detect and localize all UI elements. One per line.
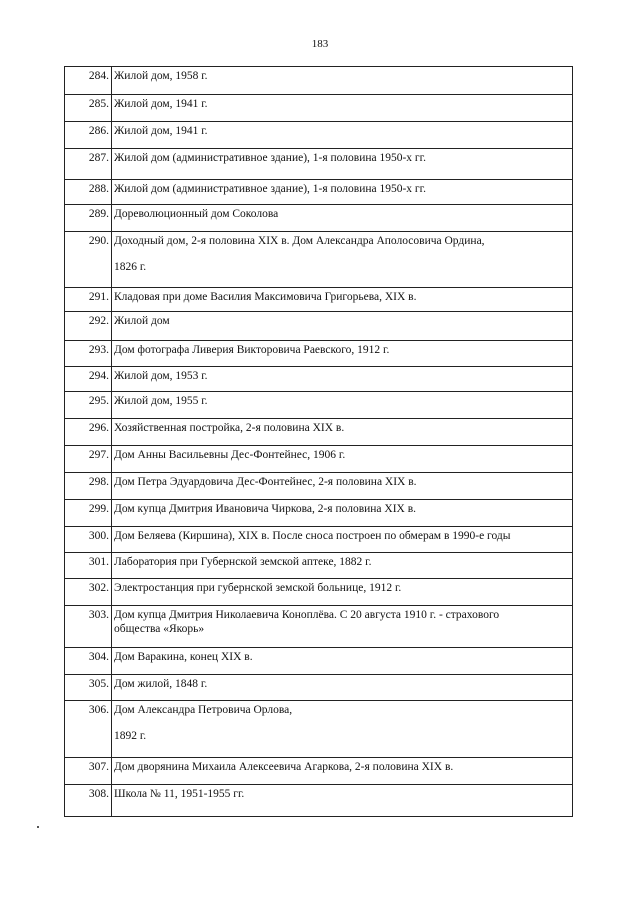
object-name-cell <box>112 648 573 675</box>
object-name-cell <box>112 180 573 205</box>
table-row <box>65 500 573 527</box>
table-row <box>65 149 573 180</box>
object-name-continuation: 1892 г. <box>114 730 147 742</box>
object-name: Жилой дом (административное здание), 1-я половина 1950-х гг. <box>114 152 426 164</box>
table-row <box>65 785 573 817</box>
object-name: Дом Беляева (Киршина), XIX в. После сноса построен по обмерам в 1990-е годы <box>114 530 511 542</box>
row-number: 291. <box>65 288 112 312</box>
row-number: 288. <box>65 180 112 205</box>
row-number: 292. <box>65 312 112 341</box>
table-row <box>65 232 573 288</box>
row-number: 304. <box>65 648 112 675</box>
object-name: Жилой дом, 1941 г. <box>114 125 208 137</box>
object-name-cell <box>112 785 573 817</box>
row-number: 296. <box>65 419 112 446</box>
table-row <box>65 180 573 205</box>
table-row <box>65 95 573 122</box>
object-name-cell <box>112 67 573 95</box>
object-name-cell <box>112 527 573 553</box>
row-number: 294. <box>65 367 112 392</box>
object-name-cell <box>112 232 573 288</box>
row-number: 285. <box>65 95 112 122</box>
scan-speck <box>37 826 39 828</box>
object-name: Жилой дом <box>114 315 170 327</box>
object-name-cell <box>112 675 573 701</box>
object-name: Школа № 11, 1951-1955 гг. <box>114 788 245 800</box>
page-number: 183 <box>311 38 329 50</box>
object-name: Дом Александра Петровича Орлова, <box>114 704 293 716</box>
object-name-cell <box>112 758 573 785</box>
table-body <box>65 67 573 817</box>
table-row <box>65 648 573 675</box>
table-row <box>65 392 573 419</box>
table-row <box>65 579 573 606</box>
table-row <box>65 312 573 341</box>
row-number: 307. <box>65 758 112 785</box>
object-name-cell <box>112 95 573 122</box>
row-number: 303. <box>65 606 112 648</box>
object-name-continuation: 1826 г. <box>114 261 147 273</box>
row-number: 305. <box>65 675 112 701</box>
table-row <box>65 122 573 149</box>
object-name: Жилой дом (административное здание), 1-я половина 1950-х гг. <box>114 183 426 195</box>
row-number: 295. <box>65 392 112 419</box>
object-name: Жилой дом, 1953 г. <box>114 370 208 382</box>
heritage-registry-table <box>64 66 573 817</box>
table-row <box>65 367 573 392</box>
table-row <box>65 205 573 232</box>
object-name: Дом Варакина, конец XIX в. <box>114 651 253 663</box>
object-name-cell <box>112 205 573 232</box>
object-name-cell <box>112 122 573 149</box>
object-name-continuation: общества «Якорь» <box>114 623 205 635</box>
table-row <box>65 341 573 367</box>
table-row <box>65 67 573 95</box>
table-row <box>65 606 573 648</box>
row-number: 301. <box>65 553 112 579</box>
object-name-cell <box>112 446 573 473</box>
object-name-cell <box>112 419 573 446</box>
object-name: Кладовая при доме Василия Максимовича Григорьева, XIX в. <box>114 291 417 303</box>
object-name: Дом дворянина Михаила Алексеевича Агаркова, 2-я половина XIX в. <box>114 761 454 773</box>
object-name: Жилой дом, 1955 г. <box>114 395 208 407</box>
object-name: Дом фотографа Ливерия Викторовича Раевского, 1912 г. <box>114 344 390 356</box>
object-name-cell <box>112 553 573 579</box>
object-name-cell <box>112 473 573 500</box>
row-number: 298. <box>65 473 112 500</box>
table-row <box>65 473 573 500</box>
row-number: 293. <box>65 341 112 367</box>
row-number: 284. <box>65 67 112 95</box>
object-name-cell <box>112 312 573 341</box>
object-name-cell <box>112 500 573 527</box>
row-number: 299. <box>65 500 112 527</box>
table-row <box>65 701 573 758</box>
table-row <box>65 419 573 446</box>
row-number: 287. <box>65 149 112 180</box>
object-name: Хозяйственная постройка, 2-я половина XIX в. <box>114 422 345 434</box>
object-name: Жилой дом, 1941 г. <box>114 98 208 110</box>
row-number: 300. <box>65 527 112 553</box>
object-name: Дореволюционный дом Соколова <box>114 208 279 220</box>
object-name-cell <box>112 392 573 419</box>
object-name-cell <box>112 701 573 758</box>
object-name: Доходный дом, 2-я половина XIX в. Дом Александра Аполосовича Ордина, <box>114 235 485 247</box>
row-number: 289. <box>65 205 112 232</box>
object-name-cell <box>112 367 573 392</box>
object-name: Дом Анны Васильевны Дес-Фонтейнес, 1906 г. <box>114 449 346 461</box>
object-name-cell <box>112 341 573 367</box>
table-row <box>65 553 573 579</box>
table-row <box>65 675 573 701</box>
table-row <box>65 446 573 473</box>
row-number: 302. <box>65 579 112 606</box>
table-row <box>65 288 573 312</box>
row-number: 308. <box>65 785 112 817</box>
object-name: Дом жилой, 1848 г. <box>114 678 208 690</box>
row-number: 297. <box>65 446 112 473</box>
object-name: Электростанция при губернской земской больнице, 1912 г. <box>114 582 402 594</box>
object-name: Лаборатория при Губернской земской аптеке, 1882 г. <box>114 556 372 568</box>
object-name-cell <box>112 288 573 312</box>
row-number: 306. <box>65 701 112 758</box>
row-number: 290. <box>65 232 112 288</box>
object-name: Дом купца Дмитрия Николаевича Коноплёва. С 20 августа 1910 г. - страхового <box>114 609 500 621</box>
object-name: Дом Петра Эдуардовича Дес-Фонтейнес, 2-я половина XIX в. <box>114 476 417 488</box>
object-name-cell <box>112 606 573 648</box>
table-row <box>65 758 573 785</box>
row-number: 286. <box>65 122 112 149</box>
object-name: Дом купца Дмитрия Ивановича Чиркова, 2-я половина XIX в. <box>114 503 417 515</box>
object-name: Жилой дом, 1958 г. <box>114 70 208 82</box>
object-name-cell <box>112 579 573 606</box>
object-name-cell <box>112 149 573 180</box>
table-row <box>65 527 573 553</box>
